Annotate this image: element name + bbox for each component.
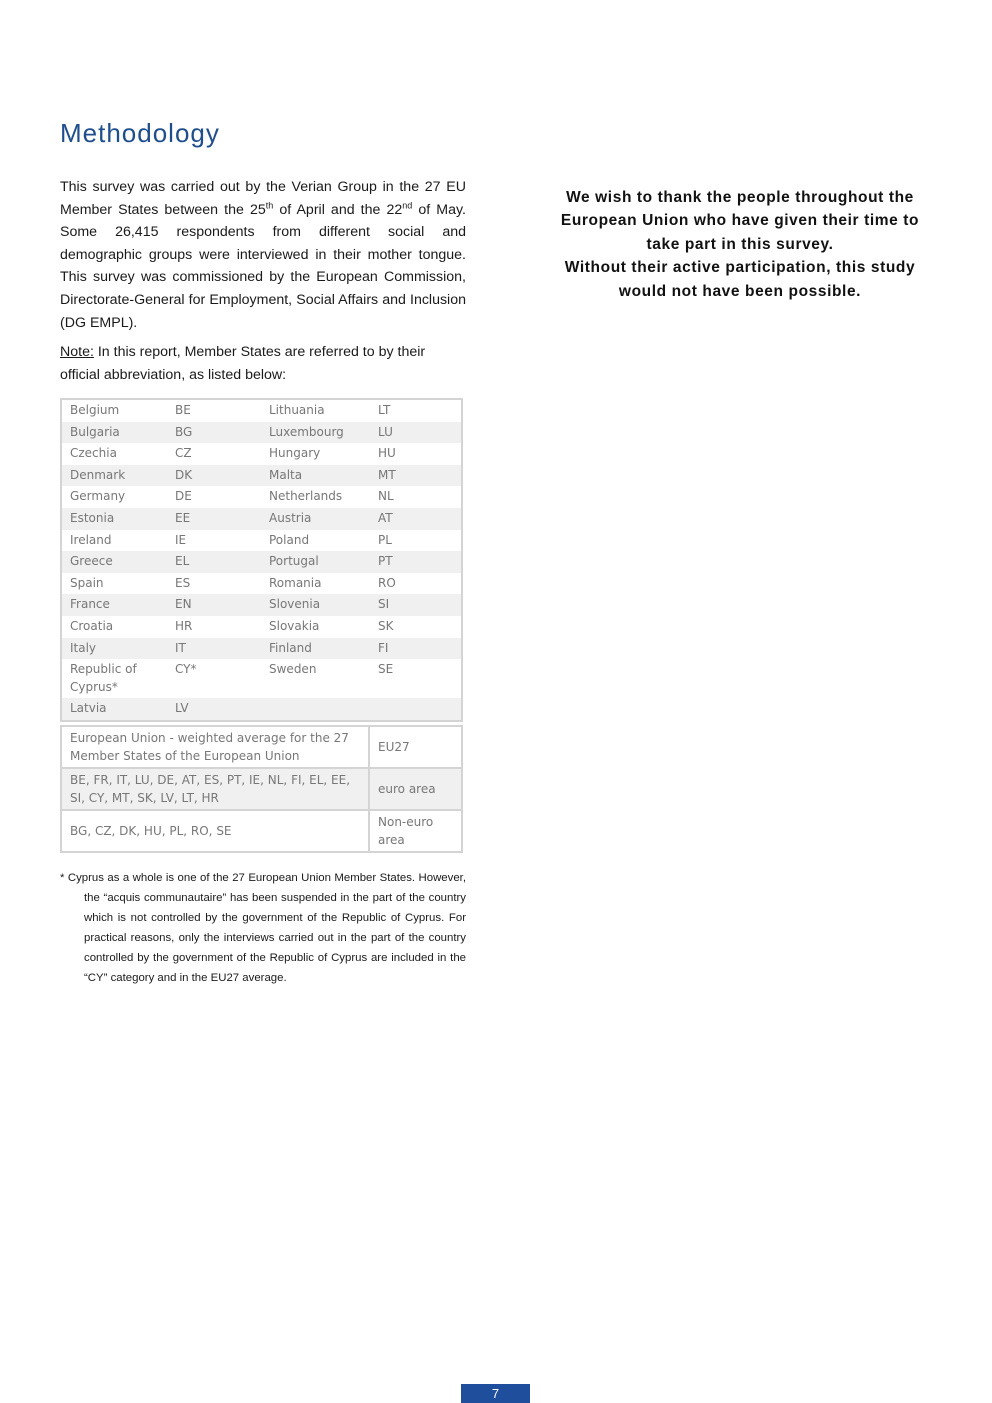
country-name: Czechia <box>70 446 117 461</box>
table-row <box>61 659 462 698</box>
country-code: EE <box>167 508 261 530</box>
country-code: NL <box>378 489 394 504</box>
country-name: Germany <box>70 489 126 504</box>
table-row <box>61 810 462 852</box>
country-code: IT <box>167 638 261 660</box>
country-code: IE <box>175 532 187 547</box>
country-name: Greece <box>61 551 167 573</box>
country-code: PT <box>370 551 462 573</box>
country-code: LT <box>378 403 391 417</box>
country-code: HU <box>378 446 396 461</box>
intro-text-1: This survey was carried out by the Verian Group in the 27 EU Member States between the 25 <box>60 179 466 218</box>
table-row <box>61 638 462 660</box>
country-code: BG <box>167 422 261 444</box>
intro-sup-2: nd <box>402 199 413 210</box>
country-name: Poland <box>269 532 310 547</box>
intro-sup-1: th <box>265 199 274 210</box>
thanks-line: would not have been possible. <box>618 282 862 300</box>
country-name: Latvia <box>61 698 167 721</box>
country-code: MT <box>370 465 462 487</box>
page-number: 7 <box>461 1384 530 1403</box>
country-name: Belgium <box>70 403 120 417</box>
country-name: Estonia <box>61 508 167 530</box>
country-code: LV <box>167 698 261 721</box>
country-name: Netherlands <box>269 489 343 504</box>
country-name: Finland <box>261 638 370 660</box>
table-row <box>61 422 462 444</box>
page-title: Methodology <box>60 118 220 148</box>
intro-paragraph <box>60 176 466 334</box>
thanks-line: Without their active participation, this study <box>564 259 916 277</box>
group-code: EU27 <box>369 726 462 768</box>
table-row <box>61 486 462 508</box>
country-name: Italy <box>61 638 167 660</box>
table-row <box>61 530 462 552</box>
country-code: PL <box>378 532 392 547</box>
table-row <box>61 551 462 573</box>
country-name: France <box>61 594 167 616</box>
country-code: SI <box>370 594 462 616</box>
table-row <box>61 726 462 768</box>
country-code: BE <box>175 403 191 417</box>
table-row <box>61 616 462 638</box>
country-code: EN <box>167 594 261 616</box>
country-code: DE <box>175 489 192 504</box>
country-name: Sweden <box>269 662 317 677</box>
country-name <box>261 698 370 721</box>
table-row <box>61 508 462 530</box>
country-name: Slovakia <box>269 618 320 633</box>
intro-text-2: of April and the 22 <box>273 201 403 218</box>
footnote-text: * Cyprus as a whole is one of the 27 European Union Member States. However, the “acquis communautaire” has been suspended in the part of the country which is not controlled by the government of the Republic of Cyprus. For practical reasons, only the interviews carried out in the part of the country controlled by the government of the Republic of Cyprus are included in the “CY” category and in the EU27 average. <box>60 872 466 984</box>
country-name: Hungary <box>269 446 321 461</box>
intro-text-3: of May. Some 26,415 respondents from different social and demographic groups were interviewed in their mother tongue. This survey was commissioned by the European Commission, Directorate-General for Employment, Social Affairs and Inclusion (DG EMPL). <box>60 201 466 331</box>
cyprus-footnote <box>60 868 466 988</box>
table-row <box>61 594 462 616</box>
country-code: EL <box>167 551 261 573</box>
country-code <box>370 698 462 721</box>
thanks-line: European Union who have given their time to <box>560 212 920 230</box>
country-name: Romania <box>269 575 322 590</box>
thanks-line: We wish to thank the people throughout the <box>566 189 914 206</box>
note-text: In this report, Member States are referred to by their official abbreviation, as listed below: <box>60 344 426 383</box>
country-name: Luxembourg <box>261 422 370 444</box>
country-code: SK <box>378 618 394 633</box>
country-name: Lithuania <box>269 403 325 417</box>
country-code: ES <box>175 575 191 590</box>
country-code: HR <box>175 618 193 633</box>
table-row <box>61 698 462 721</box>
group-code: euro area <box>369 768 462 810</box>
country-code: SE <box>378 662 394 677</box>
country-group-table <box>60 725 463 853</box>
table-row <box>61 768 462 810</box>
country-name: Austria <box>261 508 370 530</box>
country-name: Portugal <box>261 551 370 573</box>
table-row <box>61 399 462 422</box>
country-code: CY* <box>175 662 197 677</box>
country-name: Croatia <box>70 618 114 633</box>
thanks-line: take part in this survey. <box>646 235 834 253</box>
group-code: Non-euro area <box>369 810 462 852</box>
country-name: Republic of Cyprus* <box>70 662 137 694</box>
country-code: FI <box>370 638 462 660</box>
country-name: Spain <box>70 575 104 590</box>
country-name: Malta <box>261 465 370 487</box>
country-code: DK <box>167 465 261 487</box>
country-name: Bulgaria <box>61 422 167 444</box>
table-row <box>61 443 462 465</box>
country-name: Ireland <box>70 532 112 547</box>
note-paragraph <box>60 341 466 386</box>
country-code: LU <box>370 422 462 444</box>
country-name: Denmark <box>61 465 167 487</box>
country-code: RO <box>378 575 396 590</box>
group-label: BG, CZ, DK, HU, PL, RO, SE <box>61 810 369 852</box>
country-code: AT <box>370 508 462 530</box>
group-label: European Union - weighted average for the 27 Member States of the European Union <box>61 726 369 768</box>
table-row <box>61 573 462 595</box>
thanks-message <box>530 186 950 303</box>
group-label: BE, FR, IT, LU, DE, AT, ES, PT, IE, NL, FI, EL, EE, SI, CY, MT, SK, LV, LT, HR <box>61 768 369 810</box>
note-label: Note: <box>60 344 94 360</box>
country-code: CZ <box>175 446 192 461</box>
country-abbreviation-table <box>60 398 463 722</box>
country-name: Slovenia <box>261 594 370 616</box>
table-row <box>61 465 462 487</box>
